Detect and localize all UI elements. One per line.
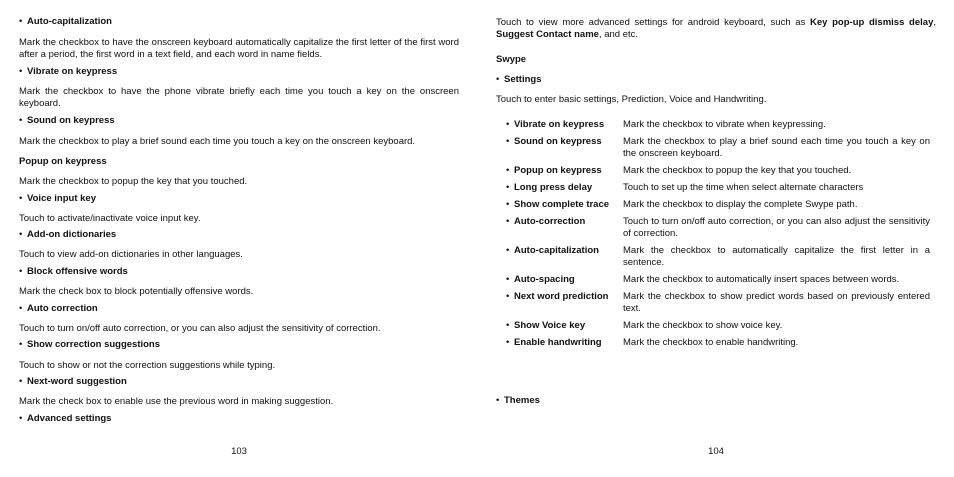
option-name: • Auto-spacing — [506, 274, 623, 291]
option-name: • Show complete trace — [506, 199, 623, 216]
paragraph-next-word-suggestion: Mark the check box to enable use the previous word in making suggestion. — [19, 396, 334, 407]
swype-settings-table — [506, 119, 930, 354]
heading-next-word-suggestion: • Next-word suggestion — [19, 376, 459, 388]
heading-vibrate-on-keypress: • Vibrate on keypress — [19, 66, 459, 78]
paragraph-vibrate-on-keypress: Mark the checkbox to have the phone vibrate briefly each time you touch a key on the onscreen keyboard. — [19, 86, 459, 109]
paragraph-auto-correction: Touch to turn on/off auto correction, or you can also adjust the sensitivity of correction. — [19, 323, 381, 334]
paragraph-block-offensive-words: Mark the check box to block potentially offensive words. — [19, 286, 254, 297]
key-popup-delay-term: Key pop-up dismiss delay — [810, 17, 934, 28]
option-name: • Popup on keypress — [506, 165, 623, 182]
table-row — [506, 274, 930, 291]
themes-heading: • Themes — [496, 395, 936, 407]
table-row — [506, 337, 930, 354]
option-description: Mark the checkbox to show predict words based on previously entered text. — [623, 291, 930, 314]
option-description: Mark the checkbox to automatically insert spaces between words. — [623, 274, 900, 285]
paragraph-add-on-dictionaries: Touch to view add-on dictionaries in other languages. — [19, 249, 243, 260]
table-row — [506, 119, 930, 136]
heading-auto-correction: • Auto correction — [19, 303, 459, 315]
heading-sound-on-keypress: • Sound on keypress — [19, 115, 459, 127]
paragraph-show-correction-suggestions: Touch to show or not the correction suggestions while typing. — [19, 360, 276, 371]
option-description: Mark the checkbox to automatically capitalize the first letter in a sentence. — [623, 245, 930, 268]
option-name: • Next word prediction — [506, 291, 623, 320]
page-number: 103 — [231, 446, 247, 457]
swype-heading: Swype — [496, 54, 527, 65]
settings-paragraph: Touch to enter basic settings, Prediction, Voice and Handwriting. — [496, 94, 767, 105]
left-page — [19, 0, 459, 477]
option-name: • Show Voice key — [506, 320, 623, 337]
settings-heading: • Settings — [496, 74, 936, 86]
table-row — [506, 216, 930, 245]
option-description: Mark the checkbox to display the complete Swype path. — [623, 199, 858, 210]
right-page — [496, 0, 936, 477]
option-description: Mark the checkbox to play a brief sound each time you touch a key on the onscreen keyboard. — [623, 136, 930, 159]
option-name: • Auto-correction — [506, 216, 623, 245]
table-row — [506, 320, 930, 337]
option-description: Mark the checkbox to vibrate when keypressing. — [623, 119, 826, 130]
table-row — [506, 136, 930, 165]
option-description: Mark the checkbox to enable handwriting. — [623, 337, 799, 348]
option-description: Touch to set up the time when select alternate characters — [623, 182, 864, 193]
option-description: Mark the checkbox to show voice key. — [623, 320, 783, 331]
heading-popup-on-keypress: Popup on keypress — [19, 156, 107, 167]
heading-add-on-dictionaries: • Add-on dictionaries — [19, 229, 459, 241]
option-name: • Long press delay — [506, 182, 623, 199]
heading-block-offensive-words: • Block offensive words — [19, 266, 459, 278]
heading-show-correction-suggestions: • Show correction suggestions — [19, 339, 459, 351]
option-description: Touch to turn on/off auto correction, or you can also adjust the sensitivity of correction. — [623, 216, 930, 239]
table-row — [506, 182, 930, 199]
table-row — [506, 165, 930, 182]
option-description: Mark the checkbox to popup the key that you touched. — [623, 165, 852, 176]
paragraph-popup-on-keypress: Mark the checkbox to popup the key that you touched. — [19, 176, 248, 187]
option-name: • Vibrate on keypress — [506, 119, 623, 136]
option-name: • Auto-capitalization — [506, 245, 623, 274]
advanced-settings-paragraph: Touch to view more advanced settings for android keyboard, such as Key pop-up dismiss delay, Suggest Contact name, and etc. — [496, 17, 936, 40]
paragraph-voice-input-key: Touch to activate/inactivate voice input key. — [19, 213, 201, 224]
heading-auto-capitalization: • Auto-capitalization — [19, 16, 459, 28]
table-row — [506, 291, 930, 320]
heading-voice-input-key: • Voice input key — [19, 193, 459, 205]
heading-advanced-settings: • Advanced settings — [19, 413, 459, 425]
page-number: 104 — [708, 446, 724, 457]
option-name: • Enable handwriting — [506, 337, 623, 354]
option-name: • Sound on keypress — [506, 136, 623, 165]
table-row — [506, 199, 930, 216]
paragraph-auto-capitalization: Mark the checkbox to have the onscreen keyboard automatically capitalize the first letter of the first word after a period, the first word in a text field, and each word in name fields. — [19, 37, 459, 60]
suggest-contact-name-term: Suggest Contact name — [496, 29, 599, 40]
table-row — [506, 245, 930, 274]
paragraph-sound-on-keypress: Mark the checkbox to play a brief sound each time you touch a key on the onscreen keyboard. — [19, 136, 416, 147]
